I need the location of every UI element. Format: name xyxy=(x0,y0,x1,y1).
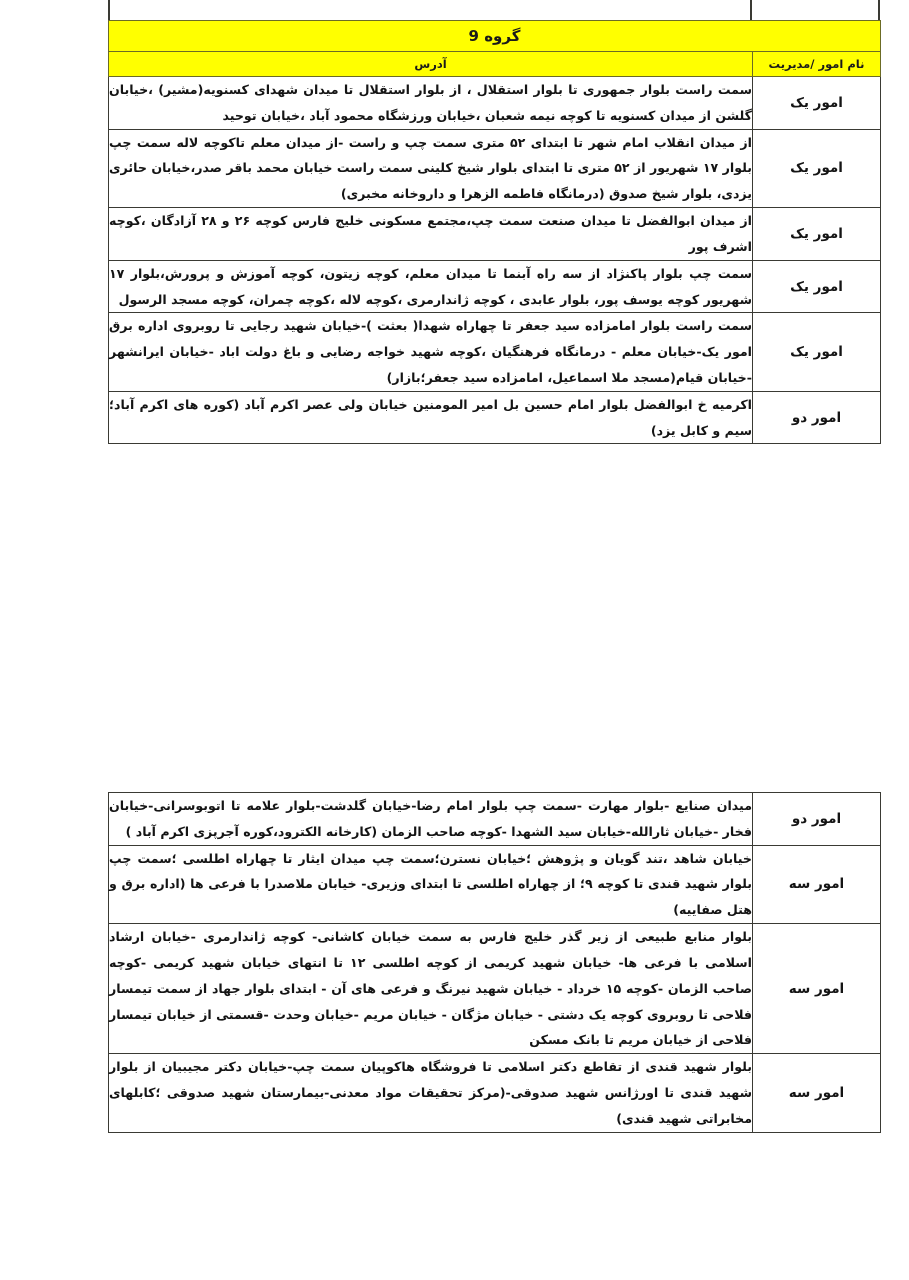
table-column-divider xyxy=(750,0,752,20)
table-row xyxy=(109,129,881,207)
cell-address: بلوار منابع طبیعی از زیر گذر خلیج فارس به سمت خیابان کاشانی- کوچه ژاندارمری -خیابان ارشاد اسلامی با فرعی ها- خیابان شهید کریمی از کوچه اطلسی ۱۲ تا انتهای خیابان شهید کریمی -کوچه صاحب الزمان -کوچه ۱۵ خرداد - خیابان شهید نیرنگ و فرعی های آن - ابتدای بلوار جهاد از سمت تیمسار فلاحی تا روبروی کوچه یک دشتی - خیابان مژگان - خیابان مریم -خیابان وحدت -قسمتی از خیابان تیمسار فلاحی از خیابان مریم تا بانک مسکن xyxy=(109,924,753,1054)
table-border-right xyxy=(878,0,880,20)
cell-manager: امور دو xyxy=(753,793,881,846)
cell-manager: امور سه xyxy=(753,1054,881,1132)
cell-address: سمت راست بلوار امامزاده سید جعفر تا چهاراه شهدا( بعثت )-خیابان شهید رجایی تا روبروی اداره برق امور یک-خیابان معلم - درمانگاه فرهنگیان ،کوچه شهید خواجه رضایی و باغ دولت اباد -خیابان ایرانشهر -خیابان قیام(مسجد ملا اسماعیل، امامزاده سید جعفر؛بازار) xyxy=(109,313,753,391)
table-row xyxy=(109,313,881,391)
column-header-manager: نام امور /مدیریت xyxy=(753,52,881,77)
table-row xyxy=(109,793,881,846)
cell-manager: امور یک xyxy=(753,260,881,313)
cell-address: سمت چپ بلوار پاکنژاد از سه راه آبنما تا میدان معلم، کوچه زیتون، کوچه آموزش و پرورش،بلوار ۱۷ شهریور کوچه یوسف پور، بلوار عابدی ، کوچه ژاندارمری ،کوچه لاله ،کوچه چمران، کوچه مسجد الرسول xyxy=(109,260,753,313)
table-row xyxy=(109,924,881,1054)
table-row xyxy=(109,208,881,261)
cell-address: خیابان شاهد ،تند گویان و پژوهش ؛خیابان نسترن؛سمت چپ میدان ایثار تا چهاراه اطلسی ؛سمت چپ بلوار شهید قندی تا کوچه ۹؛ از چهاراه اطلسی تا ابتدای وزیری- خیابان ملاصدرا با فرعی ها (اداره برق و هتل صفاییه) xyxy=(109,845,753,923)
group-title-row xyxy=(109,21,881,52)
cell-address: از میدان انقلاب امام شهر تا ابتدای ۵۲ متری سمت چپ و راست -از میدان معلم تاکوچه لاله سمت چپ بلوار ۱۷ شهریور از ۵۲ متری تا ابتدای بلوار شیخ کلینی سمت راست خیابان محمد باقر صدر،خیابان حائری یزدی، بلوار شیخ صدوق (درمانگاه فاطمه الزهرا و داروخانه مخبری) xyxy=(109,129,753,207)
group-9-table-continued xyxy=(108,792,881,1133)
group-9-table xyxy=(108,20,881,444)
table-row xyxy=(109,391,881,444)
column-header-address: آدرس xyxy=(109,52,753,77)
cell-address: بلوار شهید قندی از تقاطع دکتر اسلامی تا فروشگاه هاکوپیان سمت چپ-خیابان دکتر مجیبیان از بلوار شهید قندی تا اورژانس شهید صدوقی-(مرکز تحقیقات مواد معدنی-بیمارستان شهید صدوقی ؛کابلهای مخابراتی شهید قندی) xyxy=(109,1054,753,1132)
cell-address: اکرمیه خ ابوالفضل بلوار امام حسین بل امیر المومنین خیابان ولی عصر اکرم آباد (کوره های اکرم آباد؛سیم و کابل یزد) xyxy=(109,391,753,444)
clipped-table-row-top xyxy=(108,0,880,20)
table-row xyxy=(109,1054,881,1132)
cell-manager: امور یک xyxy=(753,77,881,130)
cell-address: از میدان ابوالفضل تا میدان صنعت سمت چپ،مجتمع مسکونی خلیج فارس کوچه ۲۶ و ۲۸ آزادگان ،کوچه اشرف پور xyxy=(109,208,753,261)
table-row xyxy=(109,260,881,313)
cell-manager: امور سه xyxy=(753,845,881,923)
cell-manager: امور یک xyxy=(753,313,881,391)
cell-address: میدان صنایع -بلوار مهارت -سمت چپ بلوار امام رضا-خیابان گلدشت-بلوار علامه تا اتوبوسرانی-خیابان فخار -خیابان ثارالله-خیابان سید الشهدا -کوچه صاحب الزمان (کارخانه الکترود،کوره آجرپزی اکرم آباد ) xyxy=(109,793,753,846)
group-title: گروه 9 xyxy=(109,21,881,52)
cell-manager: امور سه xyxy=(753,924,881,1054)
table-border-left xyxy=(108,0,110,20)
cell-address: سمت راست بلوار جمهوری تا بلوار استقلال ، از بلوار استقلال تا میدان شهدای کسنویه(مشیر) ،خیابان گلشن از میدان کسنویه تا کوچه نیمه شعبان ،خیابان ورزشگاه محمود آباد ،خیابان توحید xyxy=(109,77,753,130)
cell-manager: امور دو xyxy=(753,391,881,444)
table-header-row xyxy=(109,52,881,77)
table-row xyxy=(109,845,881,923)
cell-manager: امور یک xyxy=(753,208,881,261)
cell-manager: امور یک xyxy=(753,129,881,207)
table-row xyxy=(109,77,881,130)
